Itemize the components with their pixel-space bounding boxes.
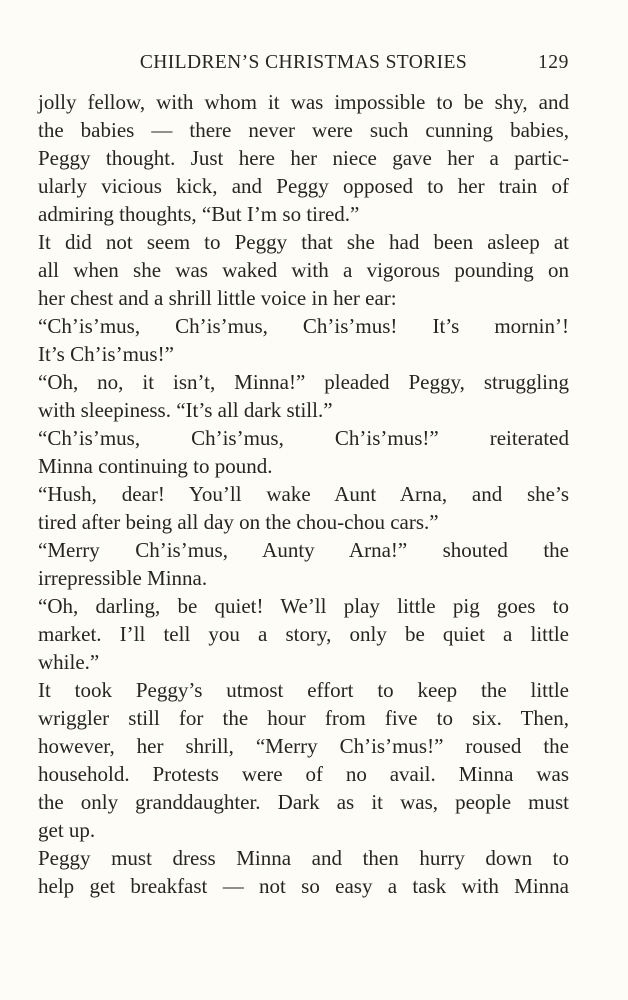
running-head xyxy=(38,52,569,88)
text-line: “Hush, dear! You’ll wake Aunt Arna, and she’s xyxy=(38,482,569,506)
text-line: wriggler still for the hour from five to six. Then, xyxy=(38,706,569,730)
text-line: tired after being all day on the chou-chou cars.” xyxy=(38,510,439,534)
text-line: “Oh, no, it isn’t, Minna!” pleaded Peggy, struggling xyxy=(38,370,569,394)
text-line: however, her shrill, “Merry Ch’is’mus!” roused the xyxy=(38,734,569,758)
page-number: 129 xyxy=(537,52,569,73)
paragraph xyxy=(38,88,569,228)
text-line: “Ch’is’mus, Ch’is’mus, Ch’is’mus! It’s mornin’! xyxy=(38,314,569,338)
text-line: admiring thoughts, “But I’m so tired.” xyxy=(38,202,360,226)
book-page xyxy=(38,52,569,900)
paragraph xyxy=(38,676,569,844)
text-line: get up. xyxy=(38,818,96,842)
text-line: with sleepiness. “It’s all dark still.” xyxy=(38,398,333,422)
paragraph xyxy=(38,368,569,424)
text-line: the only granddaughter. Dark as it was, people must xyxy=(38,790,569,814)
paragraph xyxy=(38,312,569,368)
text-line: Peggy must dress Minna and then hurry down to xyxy=(38,846,569,870)
body-text xyxy=(38,88,569,900)
paragraph xyxy=(38,592,569,676)
text-line: the babies — there never were such cunning babies, xyxy=(38,118,569,142)
text-line: It took Peggy’s utmost effort to keep the little xyxy=(38,678,569,702)
paragraph xyxy=(38,844,569,900)
text-line: Peggy thought. Just here her niece gave her a partic- xyxy=(38,146,569,170)
running-title: CHILDREN’S CHRISTMAS STORIES xyxy=(139,52,468,73)
paragraph xyxy=(38,536,569,592)
paragraph xyxy=(38,480,569,536)
text-line: It did not seem to Peggy that she had been asleep at xyxy=(38,230,569,254)
text-line: “Ch’is’mus, Ch’is’mus, Ch’is’mus!” reiterated xyxy=(38,426,569,450)
text-line: help get breakfast — not so easy a task with Minna xyxy=(38,874,569,898)
text-line: market. I’ll tell you a story, only be quiet a little xyxy=(38,622,569,646)
text-line: Minna continuing to pound. xyxy=(38,454,273,478)
text-line: her chest and a shrill little voice in her ear: xyxy=(38,286,397,310)
paragraph xyxy=(38,228,569,312)
text-line: jolly fellow, with whom it was impossible to be shy, and xyxy=(38,90,569,114)
paragraph xyxy=(38,424,569,480)
text-line: household. Protests were of no avail. Minna was xyxy=(38,762,569,786)
text-line: while.” xyxy=(38,650,100,674)
text-line: “Oh, darling, be quiet! We’ll play little pig goes to xyxy=(38,594,569,618)
text-line: all when she was waked with a vigorous pounding on xyxy=(38,258,569,282)
text-line: “Merry Ch’is’mus, Aunty Arna!” shouted the xyxy=(38,538,569,562)
text-line: irrepressible Minna. xyxy=(38,566,208,590)
text-line: ularly vicious kick, and Peggy opposed to her train of xyxy=(38,174,569,198)
text-line: It’s Ch’is’mus!” xyxy=(38,342,174,366)
